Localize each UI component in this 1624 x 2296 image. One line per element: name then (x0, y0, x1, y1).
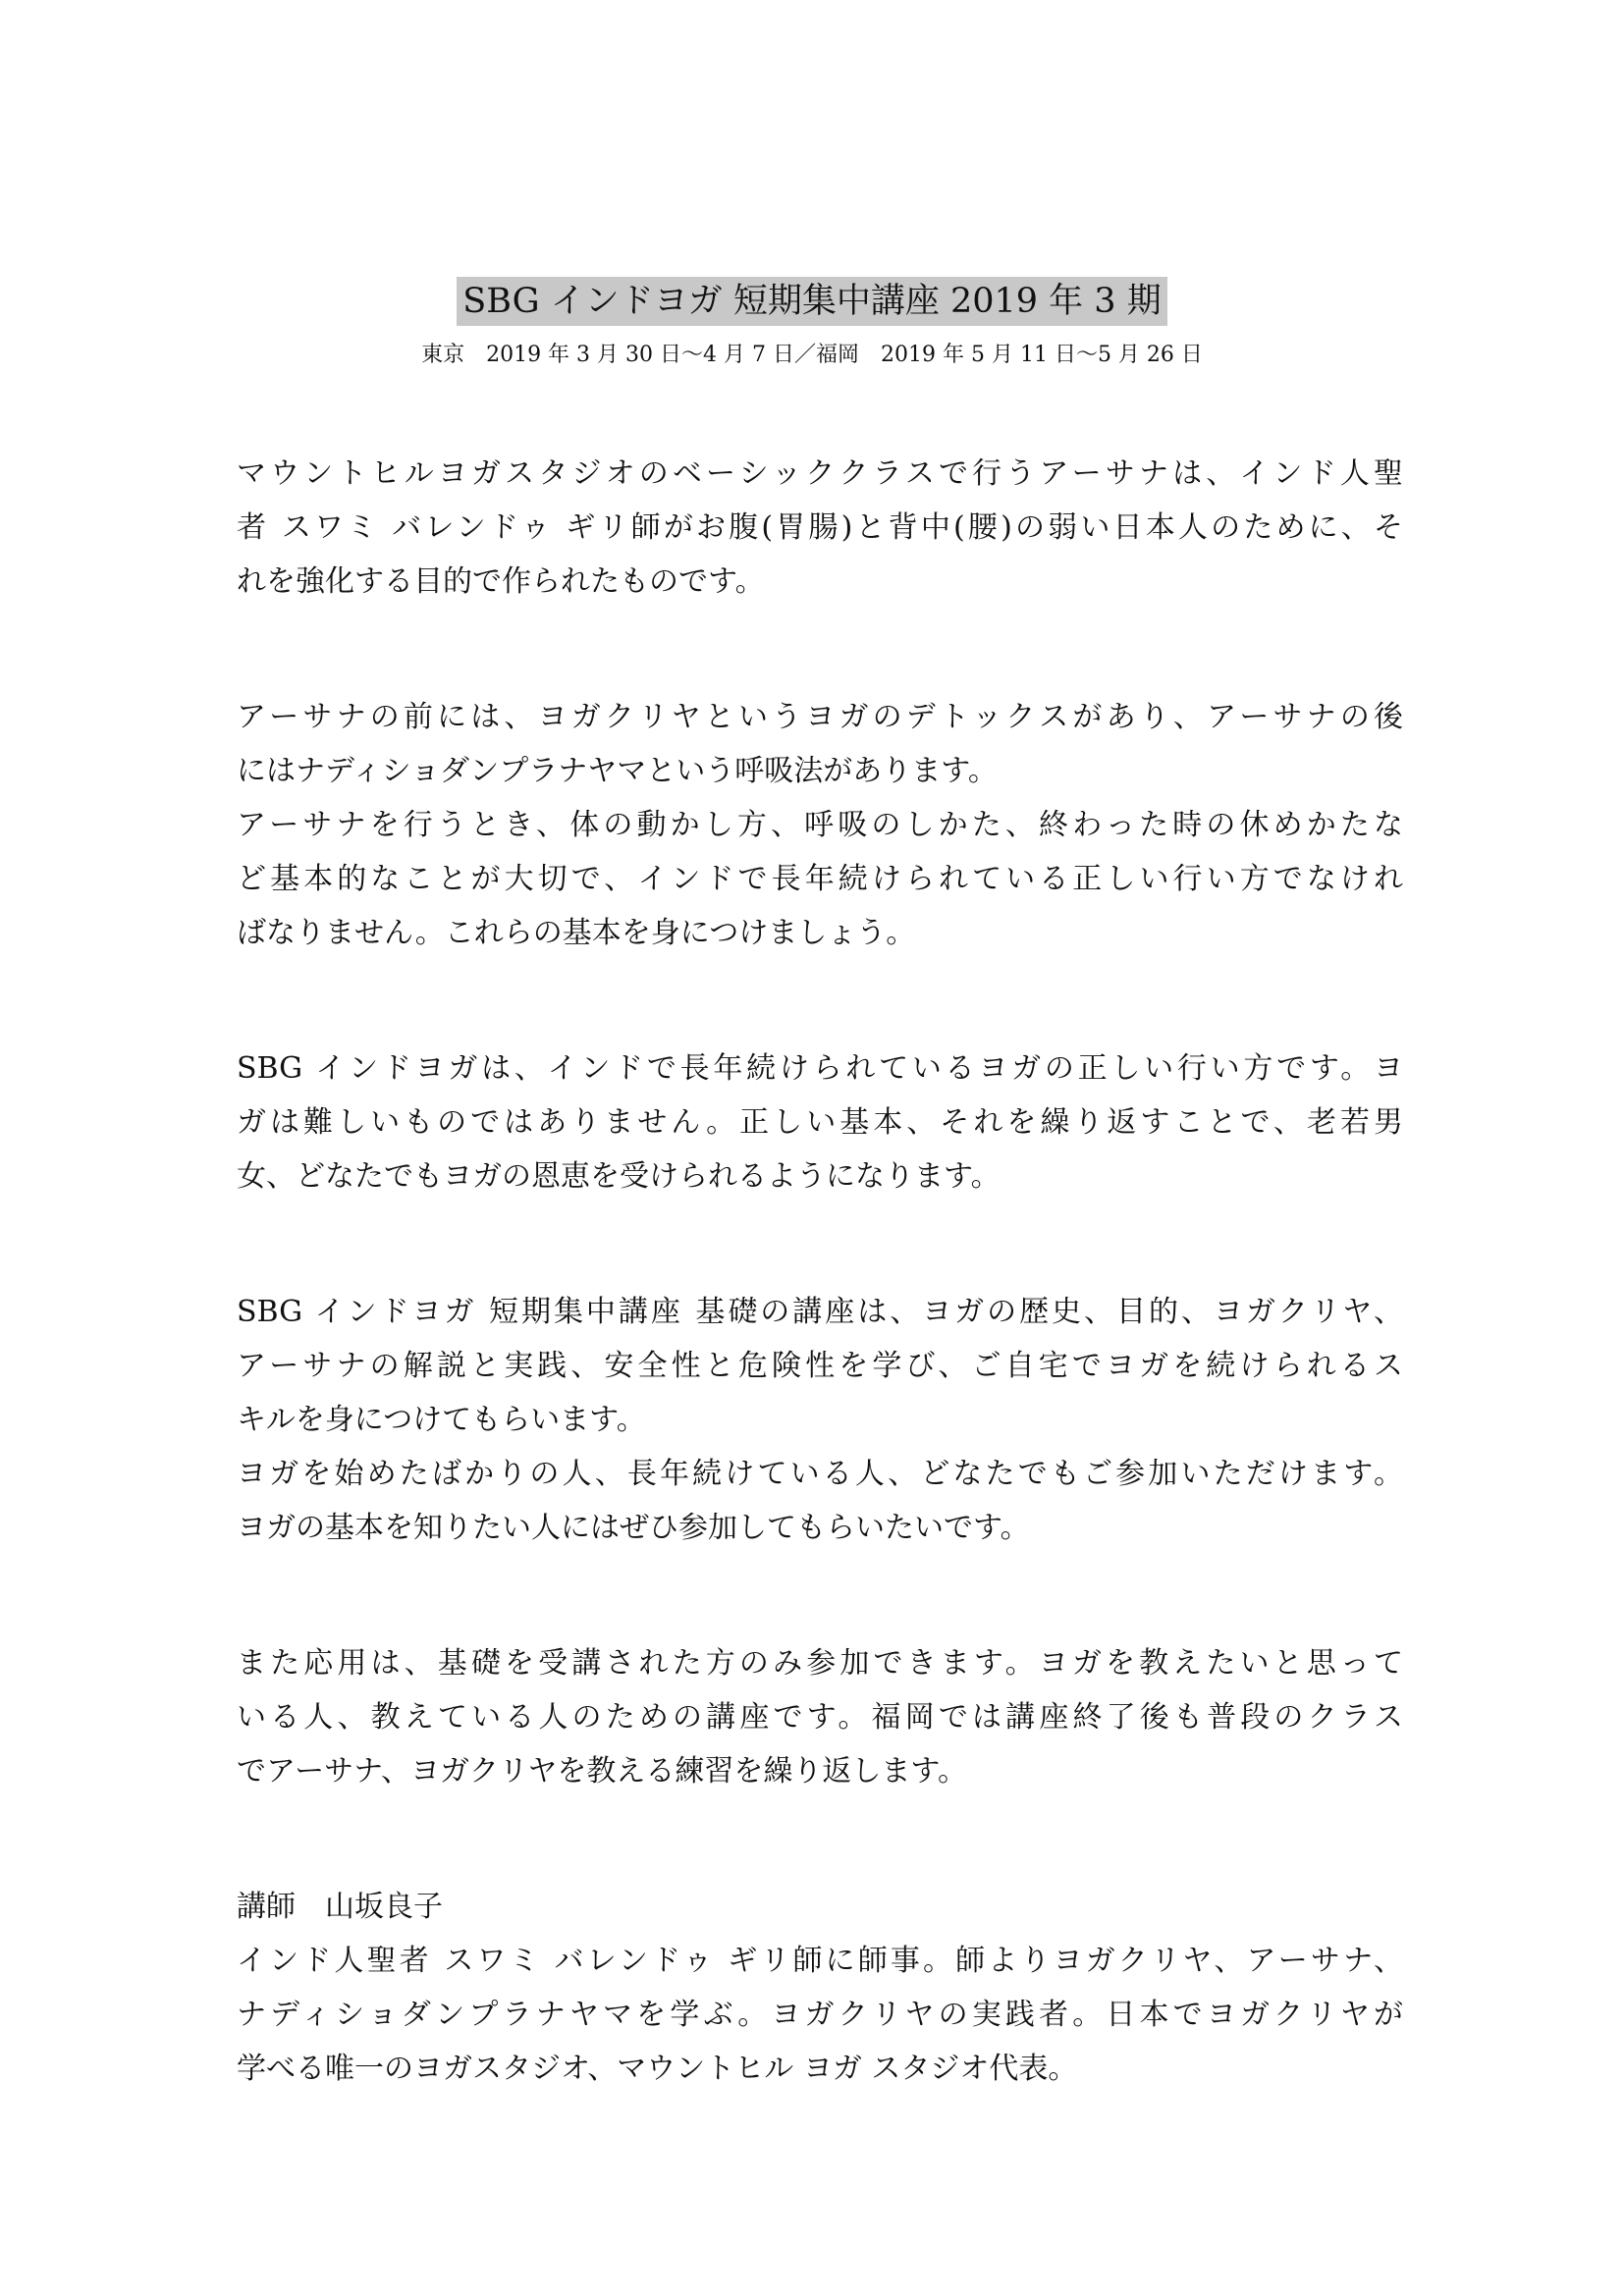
paragraph-intro (237, 447, 1415, 609)
text-line: マウントヒルヨガスタジオのベーシッククラスで行うアーサナは、インド人聖 (237, 456, 1403, 491)
text-line: インド人聖者 スワミ バレンドゥ ギリ師に師事。師よりヨガクリヤ、アーサナ、 (237, 1944, 1403, 1978)
paragraph-spacer (237, 609, 1415, 690)
text-line: にはナディショダンプラナヤマという呼吸法があります。 (237, 754, 998, 788)
document-body (237, 447, 1415, 2096)
text-line: ヨガを始めたばかりの人、長年続けている人、どなたでもご参加いただけます。 (237, 1457, 1403, 1491)
text-line: SBG インドヨガは、インドで長年続けられているヨガの正しい行い方です。ヨ (237, 1051, 1403, 1086)
text-line: ヨガの基本を知りたい人にはぜひ参加してもらいたいです。 (237, 1511, 1030, 1545)
text-line: 講師 山坂良子 (237, 1890, 443, 1924)
text-line: キルを身につけてもらいます。 (237, 1403, 646, 1437)
paragraph-sbg (237, 1041, 1415, 1203)
paragraph-basic-course (237, 1285, 1415, 1555)
paragraph-instructor (237, 1880, 1415, 2096)
text-line: アーサナの前には、ヨガクリヤというヨガのデトックスがあり、アーサナの後 (237, 700, 1403, 734)
text-line: 者 スワミ バレンドゥ ギリ師がお腹(胃腸)と背中(腰)の弱い日本人のために、そ (237, 510, 1403, 545)
text-line: SBG インドヨガ 短期集中講座 基礎の講座は、ヨガの歴史、目的、ヨガクリヤ、 (237, 1295, 1403, 1329)
text-line: アーサナの解説と実践、安全性と危険性を学び、ご自宅でヨガを続けられるス (237, 1349, 1403, 1383)
paragraph-spacer (237, 960, 1415, 1041)
title-container (0, 277, 1624, 326)
document-title: SBG インドヨガ 短期集中講座 2019 年 3 期 (457, 277, 1166, 326)
text-line: 女、どなたでもヨガの恩恵を受けられるようになります。 (237, 1159, 1001, 1194)
paragraph-asana (237, 690, 1415, 960)
text-line: また応用は、基礎を受講された方のみ参加できます。ヨガを教えたいと思って (237, 1646, 1403, 1681)
text-line: でアーサナ、ヨガクリヤを教える練習を繰り返します。 (237, 1754, 967, 1789)
text-line: ナディショダンプラナヤマを学ぶ。ヨガクリヤの実践者。日本でヨガクリヤが (237, 1998, 1403, 2032)
paragraph-advanced-course (237, 1636, 1415, 1798)
text-line: れを強化する目的で作られたものです。 (237, 564, 765, 599)
text-line: ガは難しいものではありません。正しい基本、それを繰り返すことで、老若男 (237, 1105, 1403, 1140)
text-line: ど基本的なことが大切で、インドで長年続けられている正しい行い方でなけれ (237, 862, 1403, 896)
document-subtitle: 東京 2019 年 3 月 30 日〜4 月 7 日／福岡 2019 年 5 月 11 日〜5 月 26 日 (421, 343, 1203, 367)
text-line: ばなりません。これらの基本を身につけましょう。 (237, 916, 916, 950)
text-line: いる人、教えている人のための講座です。福岡では講座終了後も普段のクラス (237, 1700, 1403, 1735)
text-line: 学べる唯一のヨガスタジオ、マウントヒル ヨガ スタジオ代表。 (237, 2052, 1078, 2086)
paragraph-spacer (237, 1798, 1415, 1880)
text-line: アーサナを行うとき、体の動かし方、呼吸のしかた、終わった時の休めかたな (237, 808, 1403, 842)
paragraph-spacer (237, 1555, 1415, 1636)
paragraph-spacer (237, 1203, 1415, 1285)
